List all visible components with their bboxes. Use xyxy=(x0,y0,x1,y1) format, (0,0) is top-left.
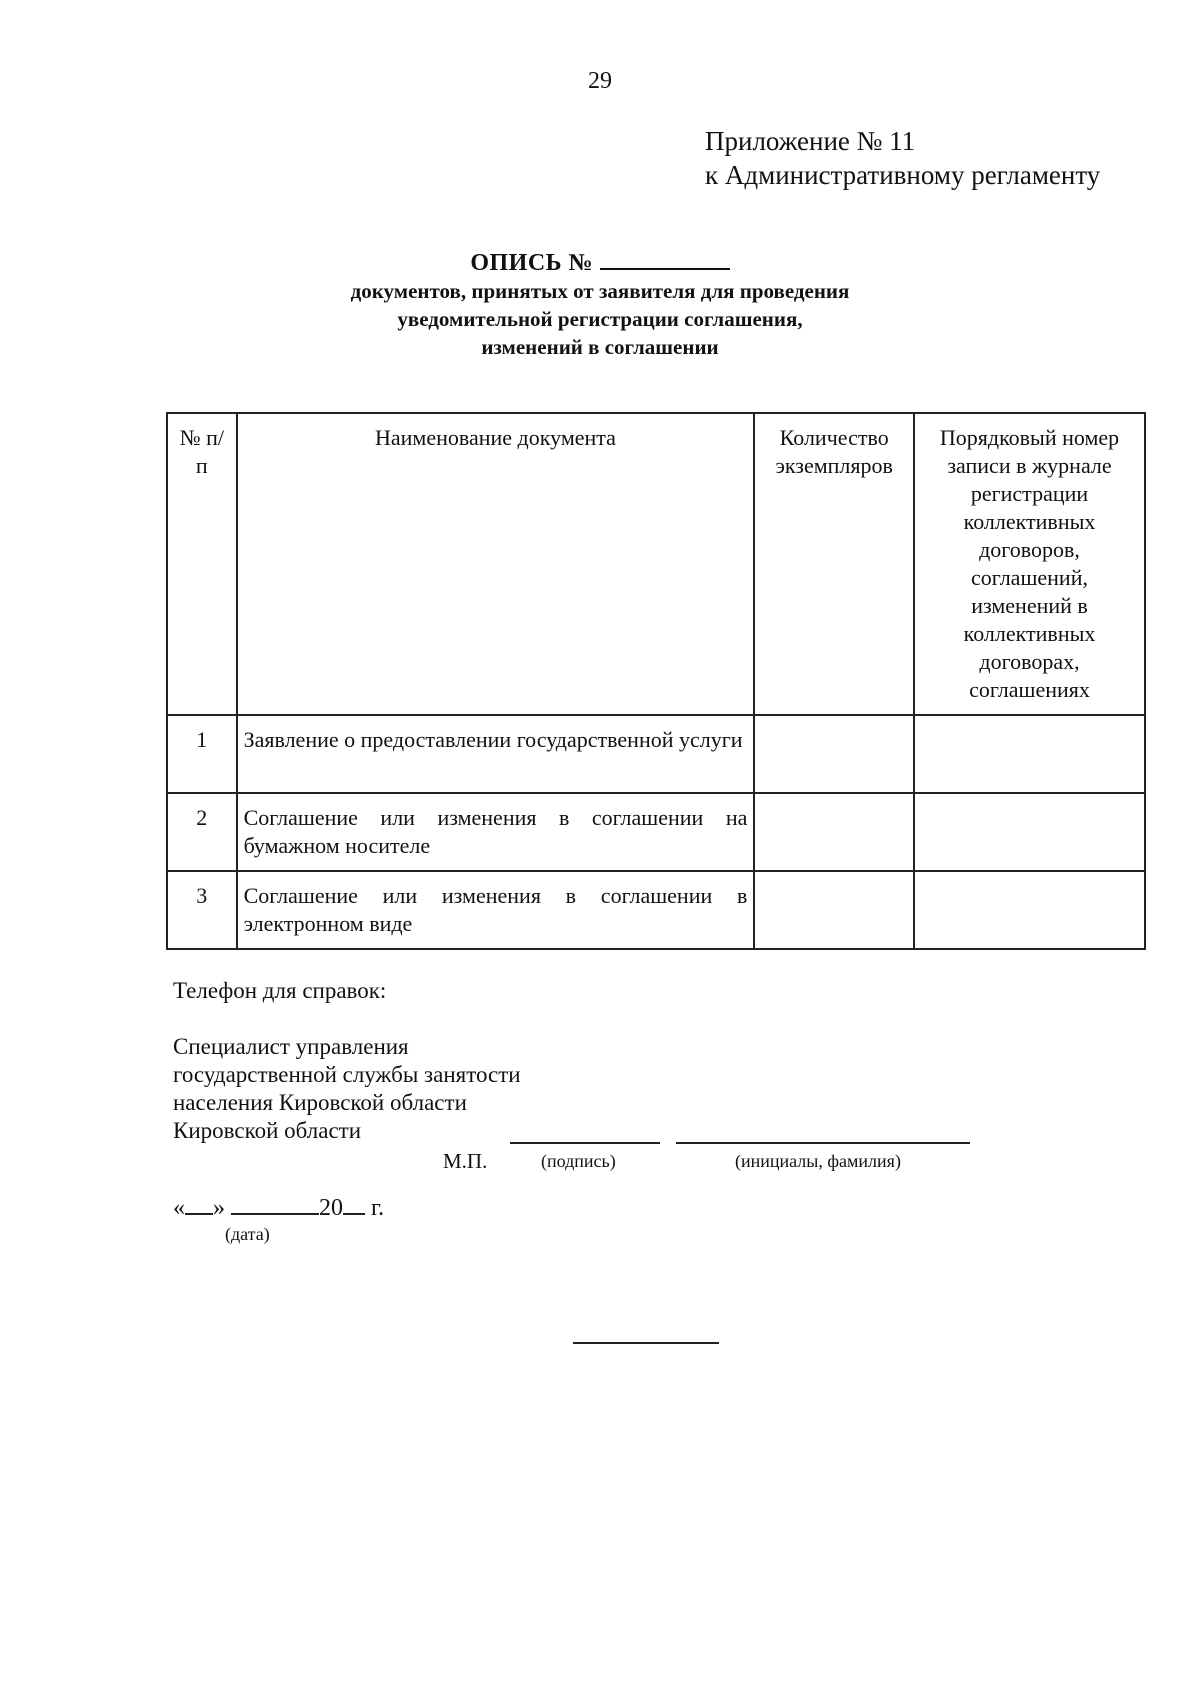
specialist-line-1: Специалист управления xyxy=(173,1034,409,1059)
end-divider xyxy=(573,1342,719,1344)
appendix-line-2: к Административному регламенту xyxy=(705,160,1101,190)
specialist-line-2: государственной службы занятости xyxy=(173,1062,521,1087)
table-row xyxy=(167,871,1145,949)
header-name: Наименование документа xyxy=(237,413,755,715)
specialist-line-3: населения Кировской области xyxy=(173,1090,467,1115)
row-qty xyxy=(754,793,914,871)
row-reg xyxy=(914,715,1145,793)
row-num: 1 xyxy=(167,715,237,793)
row-num: 2 xyxy=(167,793,237,871)
row-name: Заявление о предоставлении государственной услуги xyxy=(237,715,755,793)
signature-label: (подпись) xyxy=(541,1151,616,1171)
date-line xyxy=(173,1195,384,1222)
table-row xyxy=(167,793,1145,871)
specialist-line-4: Кировской области xyxy=(173,1118,362,1143)
year-prefix: 20 xyxy=(319,1195,343,1221)
table-header-row xyxy=(167,413,1145,715)
title-main xyxy=(0,248,1200,277)
date-open-quote: « xyxy=(173,1195,185,1221)
row-qty xyxy=(754,715,914,793)
year-suffix: г. xyxy=(371,1195,385,1221)
title-main-text: ОПИСЬ № xyxy=(470,250,594,276)
signature-line xyxy=(510,1142,660,1144)
title-line-1: документов, принятых от заявителя для проведения xyxy=(350,279,850,303)
year-blank xyxy=(343,1195,365,1215)
name-line xyxy=(676,1142,970,1144)
row-reg xyxy=(914,871,1145,949)
row-name: Соглашение или изменения в соглашении в электронном виде xyxy=(237,871,755,949)
header-num: № п/п xyxy=(167,413,237,715)
stamp-label: М.П. xyxy=(443,1149,488,1173)
specialist-block xyxy=(173,1033,521,1145)
title-line-2: уведомительной регистрации соглашения, xyxy=(397,307,803,331)
name-label: (инициалы, фамилия) xyxy=(735,1151,901,1171)
appendix-line-1: Приложение № 11 xyxy=(705,126,916,156)
row-reg xyxy=(914,793,1145,871)
documents-table xyxy=(166,412,1146,950)
title-line-3: изменений в соглашении xyxy=(481,335,719,359)
row-qty xyxy=(754,871,914,949)
row-name: Соглашение или изменения в соглашении на бумажном носителе xyxy=(237,793,755,871)
date-close-quote: » xyxy=(213,1195,225,1221)
row-num: 3 xyxy=(167,871,237,949)
page-number: 29 xyxy=(588,68,612,94)
inventory-number-blank xyxy=(600,248,730,270)
document-title xyxy=(0,248,1200,361)
day-blank xyxy=(185,1195,213,1215)
date-label: (дата) xyxy=(225,1224,270,1244)
month-blank xyxy=(231,1195,319,1215)
header-qty: Количество экземпляров xyxy=(754,413,914,715)
header-reg: Порядковый номер записи в журнале регистрации коллективных договоров, соглашений, изменений в коллективных договорах, соглашениях xyxy=(914,413,1145,715)
phone-label: Телефон для справок: xyxy=(173,978,387,1003)
table-row xyxy=(167,715,1145,793)
appendix-header xyxy=(705,124,1100,192)
